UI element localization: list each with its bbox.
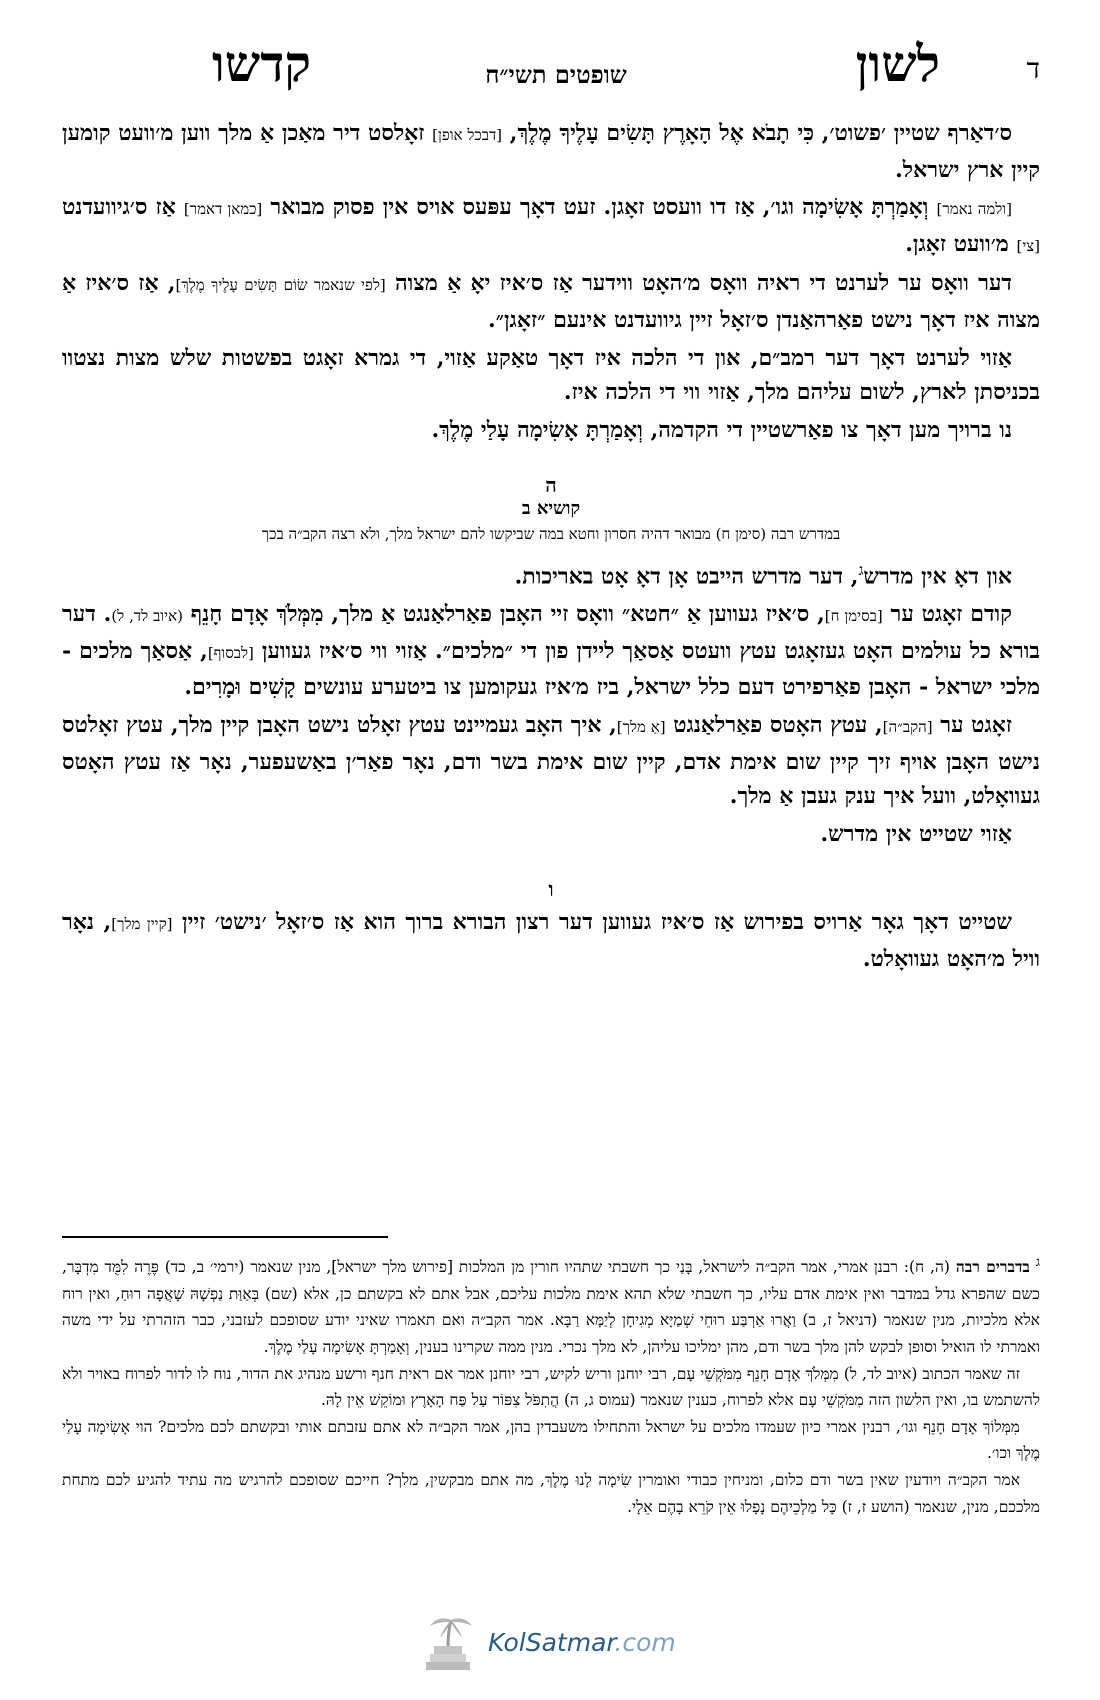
paragraph xyxy=(62,190,1040,263)
inline-note: (איוב לד, ל) xyxy=(111,607,183,626)
inline-note: [בסימן ח] xyxy=(824,607,883,626)
section-number: ה xyxy=(545,473,557,498)
bold-run: מדרש. xyxy=(820,820,879,847)
bold-run: בדברים רבה xyxy=(955,1257,1030,1277)
paragraph xyxy=(62,553,1040,594)
text-run: ס׳דאַרף שטיין ׳פשוט׳, כִּי תָבֹא אֶל הָאָרֶץ תָּשִׂים עָלֶיךָ מֶלֶךְ, xyxy=(509,120,1012,146)
paragraph xyxy=(62,597,1040,705)
text-run: . דער בורא כל עולמים האָט געזאָגט עטץ וועטס אַסאַך ליידן פון די ״מלכים״. אַזוי ווי ס׳איז געווען xyxy=(62,601,1040,664)
footnote-mark: ג xyxy=(1035,1255,1040,1270)
inline-note: [לבסוף] xyxy=(207,643,254,662)
page-number: ד xyxy=(1026,52,1040,85)
section-heading xyxy=(62,877,1040,901)
text-run: דער וואָס ער לערנט די ראיה וואָס מ׳האָט ווידער אַז ס׳איז יאָ אַ מצוה xyxy=(394,270,1012,297)
text-run: , נאָר אַז עטץ האָטס געוואָלט, וועל איך ענק געבן אַ מלך. xyxy=(62,748,1040,810)
paragraph xyxy=(62,116,1040,187)
text-run: אַז ס׳גיוועדנט xyxy=(62,194,176,221)
text-run: , עטץ האָטס פאַרלאַנגט xyxy=(673,712,883,739)
running-title-left: קדשו xyxy=(212,34,311,93)
running-title-right: לשון xyxy=(855,34,940,93)
footnote xyxy=(62,1250,1040,1361)
section-title: קושיא ב xyxy=(521,498,581,520)
text-run: און דאָ אין xyxy=(921,563,1012,590)
text-run: קודם זאָגט ער xyxy=(890,601,1012,628)
inline-note: [לפי שנאמר שׂוֹם תָּשִׂים עָלֶיךָ מֶלֶךְ] xyxy=(175,276,386,295)
text-run: שטייט דאָך גאָר אַרויס בפירוש אַז ס׳איז געווען דער xyxy=(558,909,1013,936)
text-run: וְאָמַרְתָּ אָשִׂימָה וגו׳, אַז דו וועסט זאָגן. זעט דאָך עפּעס אויס אין פסוק מבואר xyxy=(270,194,929,221)
paragraph: נו ברויך מען דאָך צו פאַרשטיין די הקדמה, וְאָמַרְתָּ אָשִׂימָה עָלַי מֶלֶךְ. xyxy=(431,416,1012,443)
text-run: , נאָר וויל מ׳האָט געוואָלט. xyxy=(62,909,1040,973)
section-heading xyxy=(62,473,1040,547)
logo-text: KolSatmar.com xyxy=(488,1628,676,1657)
kolsatmar-logo[interactable] xyxy=(418,1612,678,1676)
footnote: זה שאמר הכתוב (איוב לד, ל) מִמְּלֹךְ אָדָם חָנֵף מִמֹּקְשֵׁי עָם, רבי יוחנן וריש לקיש, רבי יוחנן אמר אם ראית חנף ורשע מנהיג את הדור, נוח לו לדור לפרוח באויר ולא להשתמש בו, ואין הלשון הזה מִמֹּקְשֵׁי עָם אלא לפרוח, כענין שנאמר (עמוס ג, ה) הֲתִפֹּל צִפּוֹר עַל פַּח הָאָרֶץ וּמוֹקֵשׁ אֵין לָהּ. xyxy=(62,1364,1040,1410)
text-run: , ס׳איז געווען אַ ״חטא״ וואָס זיי האָבן פאַרלאַנגט אַ מלך, מִמְּלֹךְ אָדָם חָנֵף xyxy=(190,601,825,628)
running-subtitle: שופטים תשי״ח xyxy=(485,60,627,89)
paragraph xyxy=(62,266,1040,337)
palm-tree-books-icon xyxy=(418,1612,478,1676)
text-run: (ה, ח): רבנן אמרי, אמר הקב״ה לישראל, בָּנַי כך חשבתי שתהיו חורין מן המלכות [פירוש מלך ישראל], מנין שנאמר (ירמי׳ ב, כד) פֶּרֶה לִמֻּד מִדְבָּר, כשם שהפרא גדל במדבר ואין אימת אדם עליו, כך חשבתי שלא תהא אימת מלכות עליכם, אבל אתם לא בקשתם כן, אלא (שם) בְּאַוַּת נַפְשָׁהּ שָׁאֲפָה רוּחַ, ואין רוח אלא מלכיות, מנין שנאמר (דניאל ז, ב) וַאֲרוּ אַרְבַּע רוּחֵי שְׁמַיָּא מְגִיחָן לְיַמָּא רַבָּא. אמר הקב״ה ואם תאמרו שאיני יודע שסופכם לעזבני, כבר הזהרתי על ידי משה ואמרתי לו הואיל וסופן לבקש להן מלך בשר ודם, מהן ימליכו עליהן, לא מלך נכרי. מנין ממה שקרינו בענין, וְאָמַרְתָּ אָשִׂימָה עָלַי מֶלֶךְ. xyxy=(62,1258,1040,1356)
paragraph xyxy=(62,708,1040,814)
inline-note: [ולמה נאמר] xyxy=(936,200,1012,219)
footnote-separator xyxy=(62,1236,388,1238)
section-number: ו xyxy=(548,877,554,902)
footnote: מִמְּלוֹךְ אָדָם חָנֵף וגו׳, רבנין אמרי כיון שעמדו מלכים על ישראל והתחילו משעבדין בהן, אמר הקב״ה לא אתם עזבתם אותי ובקשתם לכם מלכים? הוי אָשִׂימָה עָלַי מֶלֶךְ וכו׳. xyxy=(62,1417,1040,1463)
paragraph xyxy=(62,905,1040,976)
page-header xyxy=(72,34,1040,104)
inline-note: [דבכל אופן] xyxy=(432,126,503,144)
section-subtitle: במדרש רבה (סימן ח) מבואר דהיה חסרון וחטא במה שביקשו להם ישראל מלך, ולא רצה הקב״ה בכך xyxy=(261,525,841,544)
footnotes xyxy=(62,1250,1040,1520)
bold-run: רצון הבורא xyxy=(452,909,550,936)
text-run: , דער מדרש הייבט אָן דאָ אָט באריכות. xyxy=(514,563,859,590)
inline-note: [אַ מלך] xyxy=(616,718,666,737)
text-run: , איך האָב געמיינט עטץ זאָלט נישט האָבן קיין מלך, עטץ זאָלטס נישט האָבן אויף זיך קיין שום אימת אדם, קיין xyxy=(61,712,1040,775)
main-text xyxy=(62,116,1040,980)
text-run: זאָלסט דיר מאַכן אַ מלך ווען מ׳וועט קומען קיין ארץ ישראל. xyxy=(62,120,1040,183)
footnote-ref[interactable]: ג xyxy=(858,561,864,580)
inline-note: [צי] xyxy=(1016,236,1040,255)
footnote: אמר הקב״ה ויודעין שאין בשר ודם כלום, ומניחין כבודי ואומרין שִׂימָה לָנוּ מֶלֶךְ, מה אתם מבקשין, מלך? חייכם שסופכם להרגיש מה עתיד להגיע לכם מתחת מלככם, מנין, שנאמר (הושע ז, ז) כָּל מַלְכֵיהֶם נָפָלוּ אֵין קֹרֵא בָהֶם אֵלָי. xyxy=(62,1470,1040,1516)
paragraph: אַזוי לערנט דאָך דער רמב״ם, און די הלכה איז דאָך טאַקע אַזוי, די גמרא זאָגט בפשטות שלש מצות נצטוו בכניסתן לארץ, לשום עליהם מלך, אַזוי ווי די הלכה איז. xyxy=(62,344,1040,406)
text-run: ברוך הוא אַז ס׳זאָל ׳נישט׳ זיין xyxy=(181,909,444,936)
bold-run: שום אימת בשר ודם, נאָר פאַר׳ן באַשעפער xyxy=(248,748,628,775)
inline-note: [כמאן דאמר] xyxy=(183,200,263,219)
inline-note: [קיין מלך] xyxy=(111,915,173,934)
text-run: , אַסאַך מלכים - מלכי ישראל - האָבן פאַרפירט דעם כלל ישראל, ביז מ׳איז געקומען צו ביטערע עונשים קָשִׁים וּמָרִים. xyxy=(62,637,1040,701)
text-run: מ׳וועט זאָגן. xyxy=(905,230,1009,257)
text-run: אַזוי שטייט אין xyxy=(885,820,1012,847)
text-run: , אַז ס׳איז אַ מצוה איז דאָך נישט פאַרהאַנדן ס׳זאָל זיין גיוועדנט אינעם ״זאָגן״. xyxy=(62,270,1040,333)
text-run: זאָגט ער xyxy=(940,712,1012,739)
bold-run: מדרש xyxy=(863,563,914,590)
inline-note: [הקב״ה] xyxy=(882,718,933,737)
paragraph xyxy=(62,817,1040,852)
